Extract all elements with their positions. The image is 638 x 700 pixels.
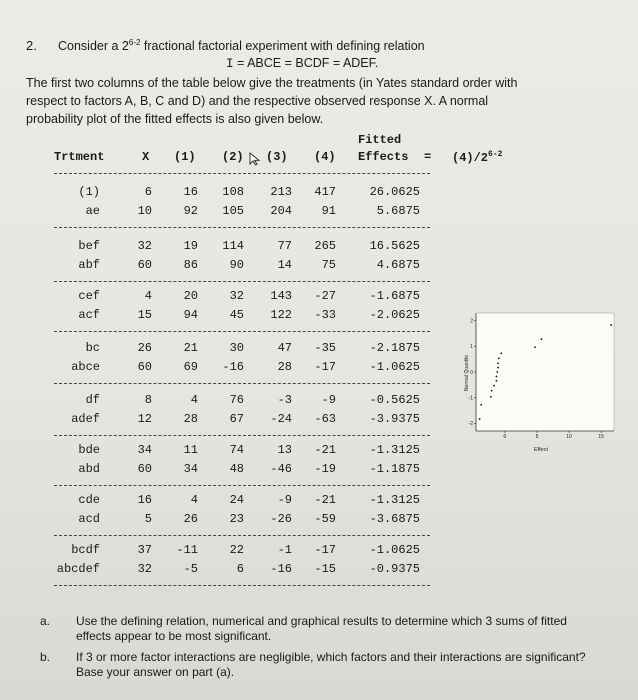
cell-col-1: 26 (183, 512, 198, 526)
cell-treatment: abce (71, 360, 100, 374)
cell-col-1: 4 (190, 493, 198, 507)
cell-effect: 4.6875 (376, 258, 420, 272)
cell-effect: -1.0625 (369, 360, 420, 374)
group-separator (54, 485, 430, 486)
cell-col-1: 16 (183, 185, 198, 199)
cell-col-2: -16 (222, 360, 244, 374)
header-trtment: Trtment (54, 150, 105, 164)
plot-y-tick-label: -1 (468, 395, 473, 402)
part-b-text: If 3 or more factor interactions are negligible, which factors and their interactions are significant? Base your answer on part (a). (76, 650, 586, 679)
table-row (0, 308, 440, 324)
table-row (0, 412, 440, 428)
cell-col-2: 74 (229, 443, 244, 457)
cell-col-3: -9 (277, 493, 292, 507)
header-col-2: (2) (222, 150, 244, 164)
part-a (40, 614, 620, 648)
cell-x-value: 4 (144, 289, 152, 303)
part-a-text: Use the defining relation, numerical and graphical results to determine which 3 sums of fitted effects appear to be most significant. (76, 614, 567, 643)
plot-point (497, 367, 499, 369)
table-row (0, 185, 440, 201)
cell-x-value: 60 (137, 462, 152, 476)
table-row (0, 512, 440, 528)
cell-x-value: 32 (137, 239, 152, 253)
cell-x-value: 34 (137, 443, 152, 457)
cell-col-3: -46 (270, 462, 292, 476)
group-separator (54, 227, 430, 228)
cell-col-2: 22 (229, 543, 244, 557)
table-row (0, 543, 440, 559)
cell-effect: -1.3125 (369, 443, 420, 457)
cell-treatment: adef (71, 412, 100, 426)
plot-x-tick-label: 5 (535, 434, 539, 440)
header-equals: = (424, 150, 432, 164)
cell-col-4: -17 (314, 543, 336, 557)
cell-col-4: 75 (321, 258, 336, 272)
cell-treatment: cef (78, 289, 100, 303)
plot-point (479, 418, 481, 420)
cell-col-1: 28 (183, 412, 198, 426)
cell-col-3: -16 (270, 562, 292, 576)
cell-col-4: -9 (321, 393, 336, 407)
cell-col-3: 14 (277, 258, 292, 272)
cell-col-4: 265 (314, 239, 336, 253)
cell-effect: 5.6875 (376, 204, 420, 218)
cell-col-4: 91 (321, 204, 336, 218)
cell-col-2: 108 (222, 185, 244, 199)
cell-col-3: 213 (270, 185, 292, 199)
cell-effect: -1.3125 (369, 493, 420, 507)
cell-col-2: 23 (229, 512, 244, 526)
cell-effect: -2.0625 (369, 308, 420, 322)
cell-treatment: abf (78, 258, 100, 272)
table-row (0, 493, 440, 509)
cell-col-2: 76 (229, 393, 244, 407)
cell-treatment: bde (78, 443, 100, 457)
plot-y-tick-label: 2 (470, 318, 473, 325)
cell-x-value: 26 (137, 341, 152, 355)
cell-col-4: -33 (314, 308, 336, 322)
cell-effect: 16.5625 (369, 239, 420, 253)
cell-col-2: 114 (222, 239, 244, 253)
plot-y-tick-label: -2 (468, 421, 473, 428)
header-formula: (4)/2$^{6-2}$ (452, 150, 503, 165)
cell-col-1: 19 (183, 239, 198, 253)
cell-effect: -0.5625 (369, 393, 420, 407)
header-effects: Effects (358, 150, 409, 164)
cell-x-value: 37 (137, 543, 152, 557)
cell-col-4: -21 (314, 493, 336, 507)
cell-col-4: -63 (314, 412, 336, 426)
plot-point (496, 380, 498, 382)
cell-effect: -3.9375 (369, 412, 420, 426)
cell-treatment: bef (78, 239, 100, 253)
plot-point (493, 385, 495, 387)
plot-x-tick-label: 10 (566, 434, 572, 440)
cell-x-value: 60 (137, 360, 152, 374)
cell-col-1: -11 (176, 543, 198, 557)
plot-point (498, 358, 500, 360)
cell-treatment: (1) (78, 185, 100, 199)
header-col-4: (4) (314, 150, 336, 164)
table-row (0, 258, 440, 274)
cell-col-4: -19 (314, 462, 336, 476)
header-fitted: Fitted (358, 133, 402, 147)
question-intro: Consider a 2$^{6-2}$ fractional factorial experiment with defining relation (58, 38, 425, 54)
cell-col-3: -26 (270, 512, 292, 526)
cell-col-4: -59 (314, 512, 336, 526)
plot-point (496, 371, 498, 373)
plot-x-tick-label: 0 (503, 434, 507, 440)
group-separator (54, 331, 430, 332)
cell-col-2: 48 (229, 462, 244, 476)
cell-col-3: 47 (277, 341, 292, 355)
cell-treatment: ae (85, 204, 100, 218)
plot-point (480, 404, 482, 406)
cell-col-3: 204 (270, 204, 292, 218)
cell-col-3: 122 (270, 308, 292, 322)
plot-point (540, 338, 542, 340)
cell-treatment: abcdef (56, 562, 100, 576)
cell-col-4: -35 (314, 341, 336, 355)
cell-col-3: 143 (270, 289, 292, 303)
cell-x-value: 32 (137, 562, 152, 576)
cell-effect: -3.6875 (369, 512, 420, 526)
cell-col-1: 86 (183, 258, 198, 272)
cell-treatment: abd (78, 462, 100, 476)
cell-treatment: cde (78, 493, 100, 507)
table-row (0, 341, 440, 357)
header-x: X (142, 150, 150, 164)
plot-point (497, 362, 499, 364)
cell-x-value: 5 (144, 512, 152, 526)
group-separator (54, 383, 430, 384)
cell-col-3: -3 (277, 393, 292, 407)
plot-point (610, 324, 612, 326)
plot-x-tick-label: 15 (598, 434, 604, 440)
plot-y-label: Normal Quantile (464, 354, 470, 392)
plot-point (496, 375, 498, 377)
cell-col-4: -15 (314, 562, 336, 576)
cell-x-value: 15 (137, 308, 152, 322)
cell-treatment: acf (78, 308, 100, 322)
cell-col-3: 77 (277, 239, 292, 253)
cell-col-3: -24 (270, 412, 292, 426)
part-b-label: b. (40, 650, 51, 664)
plot-point (490, 396, 492, 398)
cell-x-value: 12 (137, 412, 152, 426)
cell-treatment: bc (85, 341, 100, 355)
group-separator (54, 585, 430, 586)
plot-point (500, 352, 502, 354)
table-row (0, 360, 440, 376)
cell-col-1: 21 (183, 341, 198, 355)
header-col-1: (1) (174, 150, 196, 164)
cell-x-value: 10 (137, 204, 152, 218)
group-separator (54, 435, 430, 436)
plot-point (491, 390, 493, 392)
group-separator (54, 535, 430, 536)
table-row (0, 239, 440, 255)
cell-col-1: 94 (183, 308, 198, 322)
cell-x-value: 6 (144, 185, 152, 199)
cell-col-2: 90 (229, 258, 244, 272)
question-description-line-1: The first two columns of the table below give the treatments (in Yates standard order with (26, 76, 518, 90)
question-number: 2. (26, 38, 37, 53)
cell-col-3: 28 (277, 360, 292, 374)
table-separator (54, 173, 430, 174)
cell-col-1: 20 (183, 289, 198, 303)
question-description-line-3: probability plot of the fitted effects is also given below. (26, 112, 324, 126)
cell-effect: -0.9375 (369, 562, 420, 576)
cell-effect: -2.1875 (369, 341, 420, 355)
cell-col-1: 69 (183, 360, 198, 374)
cell-col-1: 11 (183, 443, 198, 457)
part-b (40, 650, 620, 684)
cell-col-4: -17 (314, 360, 336, 374)
cell-col-4: -27 (314, 289, 336, 303)
cell-col-2: 105 (222, 204, 244, 218)
table-row (0, 393, 440, 409)
cursor-icon (249, 152, 261, 166)
table-row (0, 443, 440, 459)
cell-col-3: 13 (277, 443, 292, 457)
defining-relation: I = ABCE = BCDF = ADEF. (226, 56, 379, 71)
cell-x-value: 16 (137, 493, 152, 507)
cell-col-1: 92 (183, 204, 198, 218)
cell-effect: -1.0625 (369, 543, 420, 557)
cell-col-1: 34 (183, 462, 198, 476)
cell-col-2: 6 (236, 562, 244, 576)
cell-col-2: 24 (229, 493, 244, 507)
question-description-line-2: respect to factors A, B, C and D) and the respective observed response X. A normal (26, 94, 489, 108)
cell-col-1: 4 (190, 393, 198, 407)
table-row (0, 289, 440, 305)
normal-probability-plot (464, 303, 620, 453)
cell-col-4: -21 (314, 443, 336, 457)
cell-col-1: -5 (183, 562, 198, 576)
cell-col-2: 45 (229, 308, 244, 322)
cell-treatment: acd (78, 512, 100, 526)
cell-x-value: 8 (144, 393, 152, 407)
cell-effect: 26.0625 (369, 185, 420, 199)
header-col-3: (3) (266, 150, 288, 164)
table-row (0, 562, 440, 578)
cell-col-2: 32 (229, 289, 244, 303)
cell-effect: -1.1875 (369, 462, 420, 476)
cell-effect: -1.6875 (369, 289, 420, 303)
cell-x-value: 60 (137, 258, 152, 272)
plot-y-tick-label: 0 (470, 369, 473, 376)
plot-point (534, 346, 536, 348)
plot-x-label: Effect (534, 447, 548, 453)
cell-treatment: bcdf (71, 543, 100, 557)
cell-treatment: df (85, 393, 100, 407)
cell-col-2: 30 (229, 341, 244, 355)
plot-y-tick-label: 1 (470, 344, 473, 351)
cell-col-2: 67 (229, 412, 244, 426)
table-row (0, 462, 440, 478)
cell-col-4: 417 (314, 185, 336, 199)
group-separator (54, 281, 430, 282)
cell-col-3: -1 (277, 543, 292, 557)
part-a-label: a. (40, 614, 51, 628)
table-row (0, 204, 440, 220)
